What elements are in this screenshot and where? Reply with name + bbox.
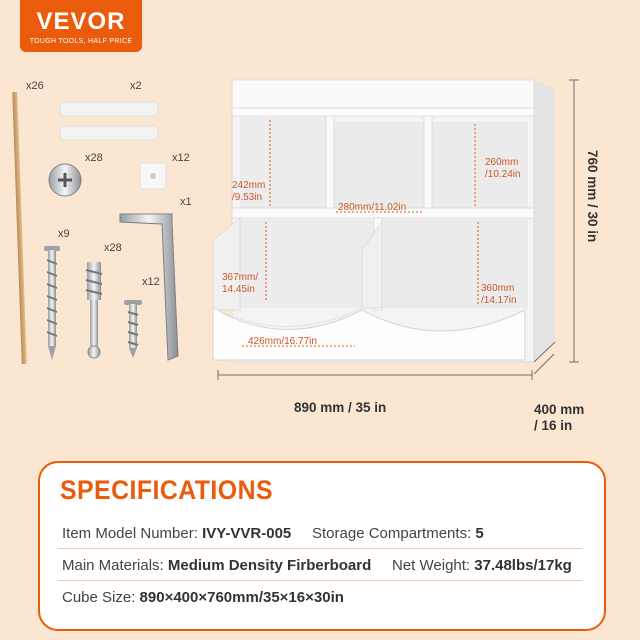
spec-size-row — [62, 589, 344, 606]
spec-model-row — [62, 525, 291, 542]
total-depth-label: 400 mm / 16 in — [534, 402, 585, 433]
qty-strip: x2 — [130, 80, 142, 92]
cam-bolt-icon — [86, 262, 102, 358]
storage-shelf — [213, 80, 555, 362]
qty-cam-bolt: x28 — [104, 242, 122, 254]
specifications-title: SPECIFICATIONS — [60, 475, 274, 505]
spec-compartments-row — [312, 525, 484, 542]
qty-long-screw: x9 — [58, 228, 70, 240]
spec-compartments-label: Storage Compartments: — [312, 525, 472, 542]
spec-weight-label: Net Weight: — [392, 557, 471, 574]
spec-divider-1 — [58, 548, 582, 549]
specifications-panel — [38, 461, 606, 631]
total-height-label: 760 mm / 30 in — [585, 150, 600, 243]
cam-lock-icon — [49, 164, 81, 196]
qty-pad: x12 — [172, 152, 190, 164]
spec-size-value: 890×400×760mm/35×16×30in — [139, 589, 344, 606]
dim-lower-right: 360mm /14.17in — [481, 283, 517, 306]
spec-model-value: IVY-VVR-005 — [202, 525, 292, 542]
dim-upper-left: 242mm /9.53in — [232, 180, 266, 203]
spec-compartments-value: 5 — [475, 525, 484, 542]
spec-weight-row — [392, 557, 572, 574]
qty-small-screw: x12 — [142, 276, 160, 288]
qty-dowel: x26 — [26, 80, 44, 92]
square-pad-icon — [140, 163, 166, 189]
spec-model-label: Item Model Number: — [62, 525, 198, 542]
spec-materials-value: Medium Density Firberboard — [167, 557, 372, 574]
spec-weight-value: 37.48lbs/17kg — [474, 557, 572, 574]
total-width-label: 890 mm / 35 in — [294, 400, 387, 415]
dim-lower-width: 426mm/16.77in — [248, 336, 317, 347]
dim-upper-middle: 280mm/11.02in — [338, 202, 407, 213]
spec-size-label: Cube Size: — [62, 589, 136, 606]
spec-materials-label: Main Materials: — [62, 557, 164, 574]
adhesive-strip-icon — [60, 102, 158, 140]
dim-lower-left: 367mm/ 14.45in — [222, 272, 259, 295]
small-screw-icon — [124, 300, 142, 358]
wooden-dowel-icon — [12, 92, 26, 364]
dim-upper-right: 260mm /10.24in — [485, 157, 521, 180]
qty-wrench: x1 — [180, 196, 192, 208]
logo-tagline: TOUGH TOOLS, HALF PRICE — [29, 38, 133, 45]
long-screw-icon — [44, 246, 60, 360]
qty-cam-lock: x28 — [85, 152, 103, 164]
spec-materials-row — [62, 557, 371, 574]
spec-divider-2 — [58, 580, 582, 581]
logo-brand: VEVOR — [36, 8, 126, 35]
